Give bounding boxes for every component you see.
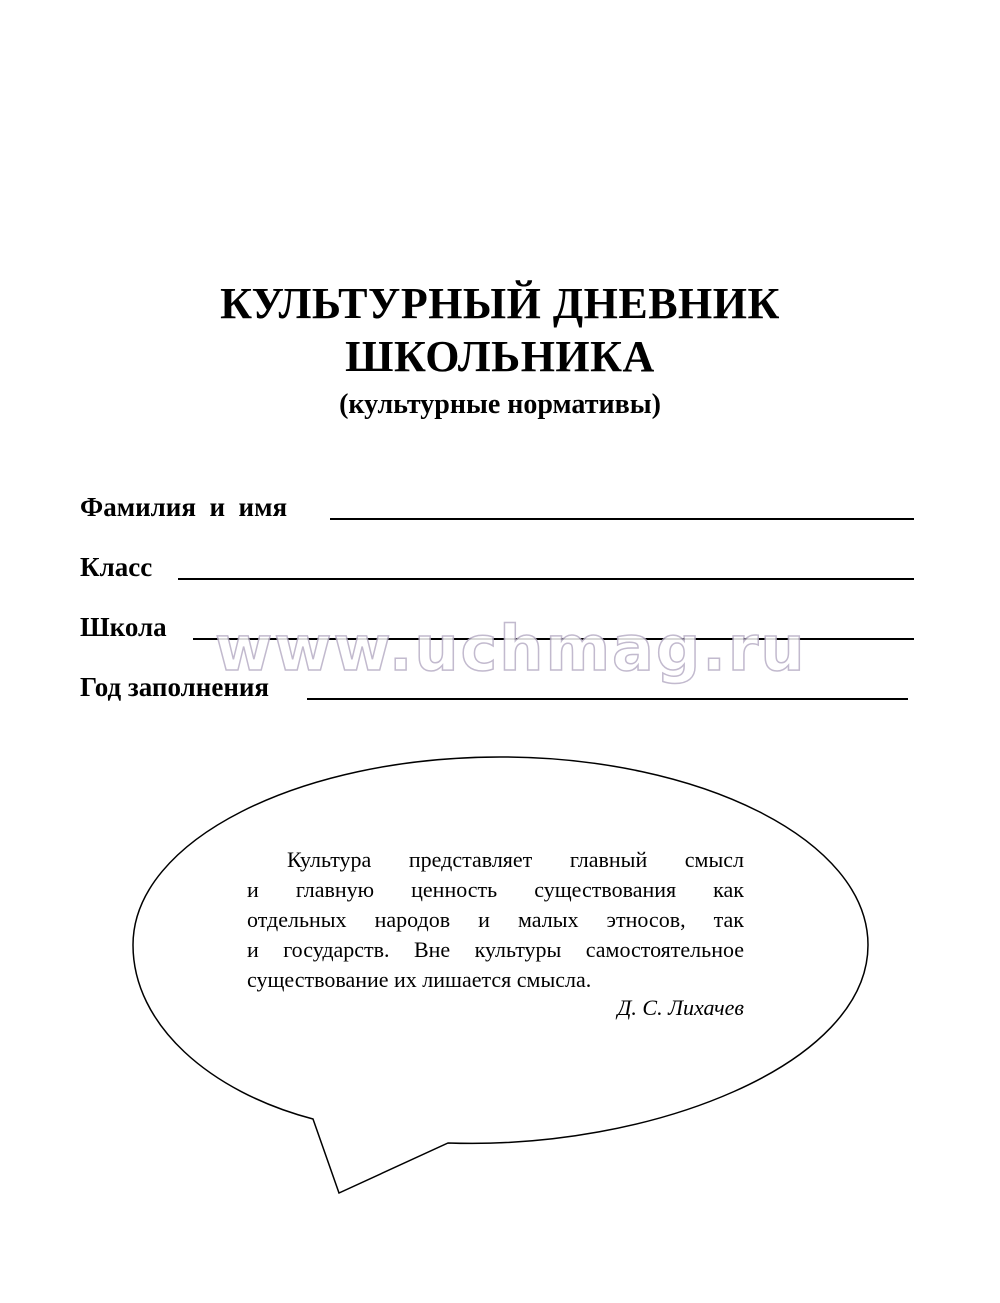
field-label-class: Класс: [80, 552, 153, 582]
document-title-line2: ШКОЛЬНИКА: [345, 332, 655, 381]
quote-author: Д. С. Лихачев: [617, 995, 744, 1020]
quote-line: отдельных народов и малых этносов, так: [247, 907, 744, 932]
quote-line: и главную ценность существования как: [247, 877, 744, 902]
watermark-text: www.uchmag.ru: [215, 612, 807, 685]
document-subtitle: (культурные нормативы): [339, 389, 661, 420]
quote-text: [247, 845, 744, 995]
quote-line: и государств. Вне культуры самостоятельное: [247, 937, 744, 962]
quote-line: Культура представляет главный смысл: [287, 847, 744, 872]
field-label-name: Фамилия и имя: [80, 492, 288, 522]
document-title-line1: КУЛЬТУРНЫЙ ДНЕВНИК: [220, 279, 780, 328]
quote-line: существование их лишается смысла.: [247, 967, 592, 992]
field-label-year: Год заполнения: [80, 672, 270, 702]
field-label-school: Школа: [80, 612, 167, 642]
